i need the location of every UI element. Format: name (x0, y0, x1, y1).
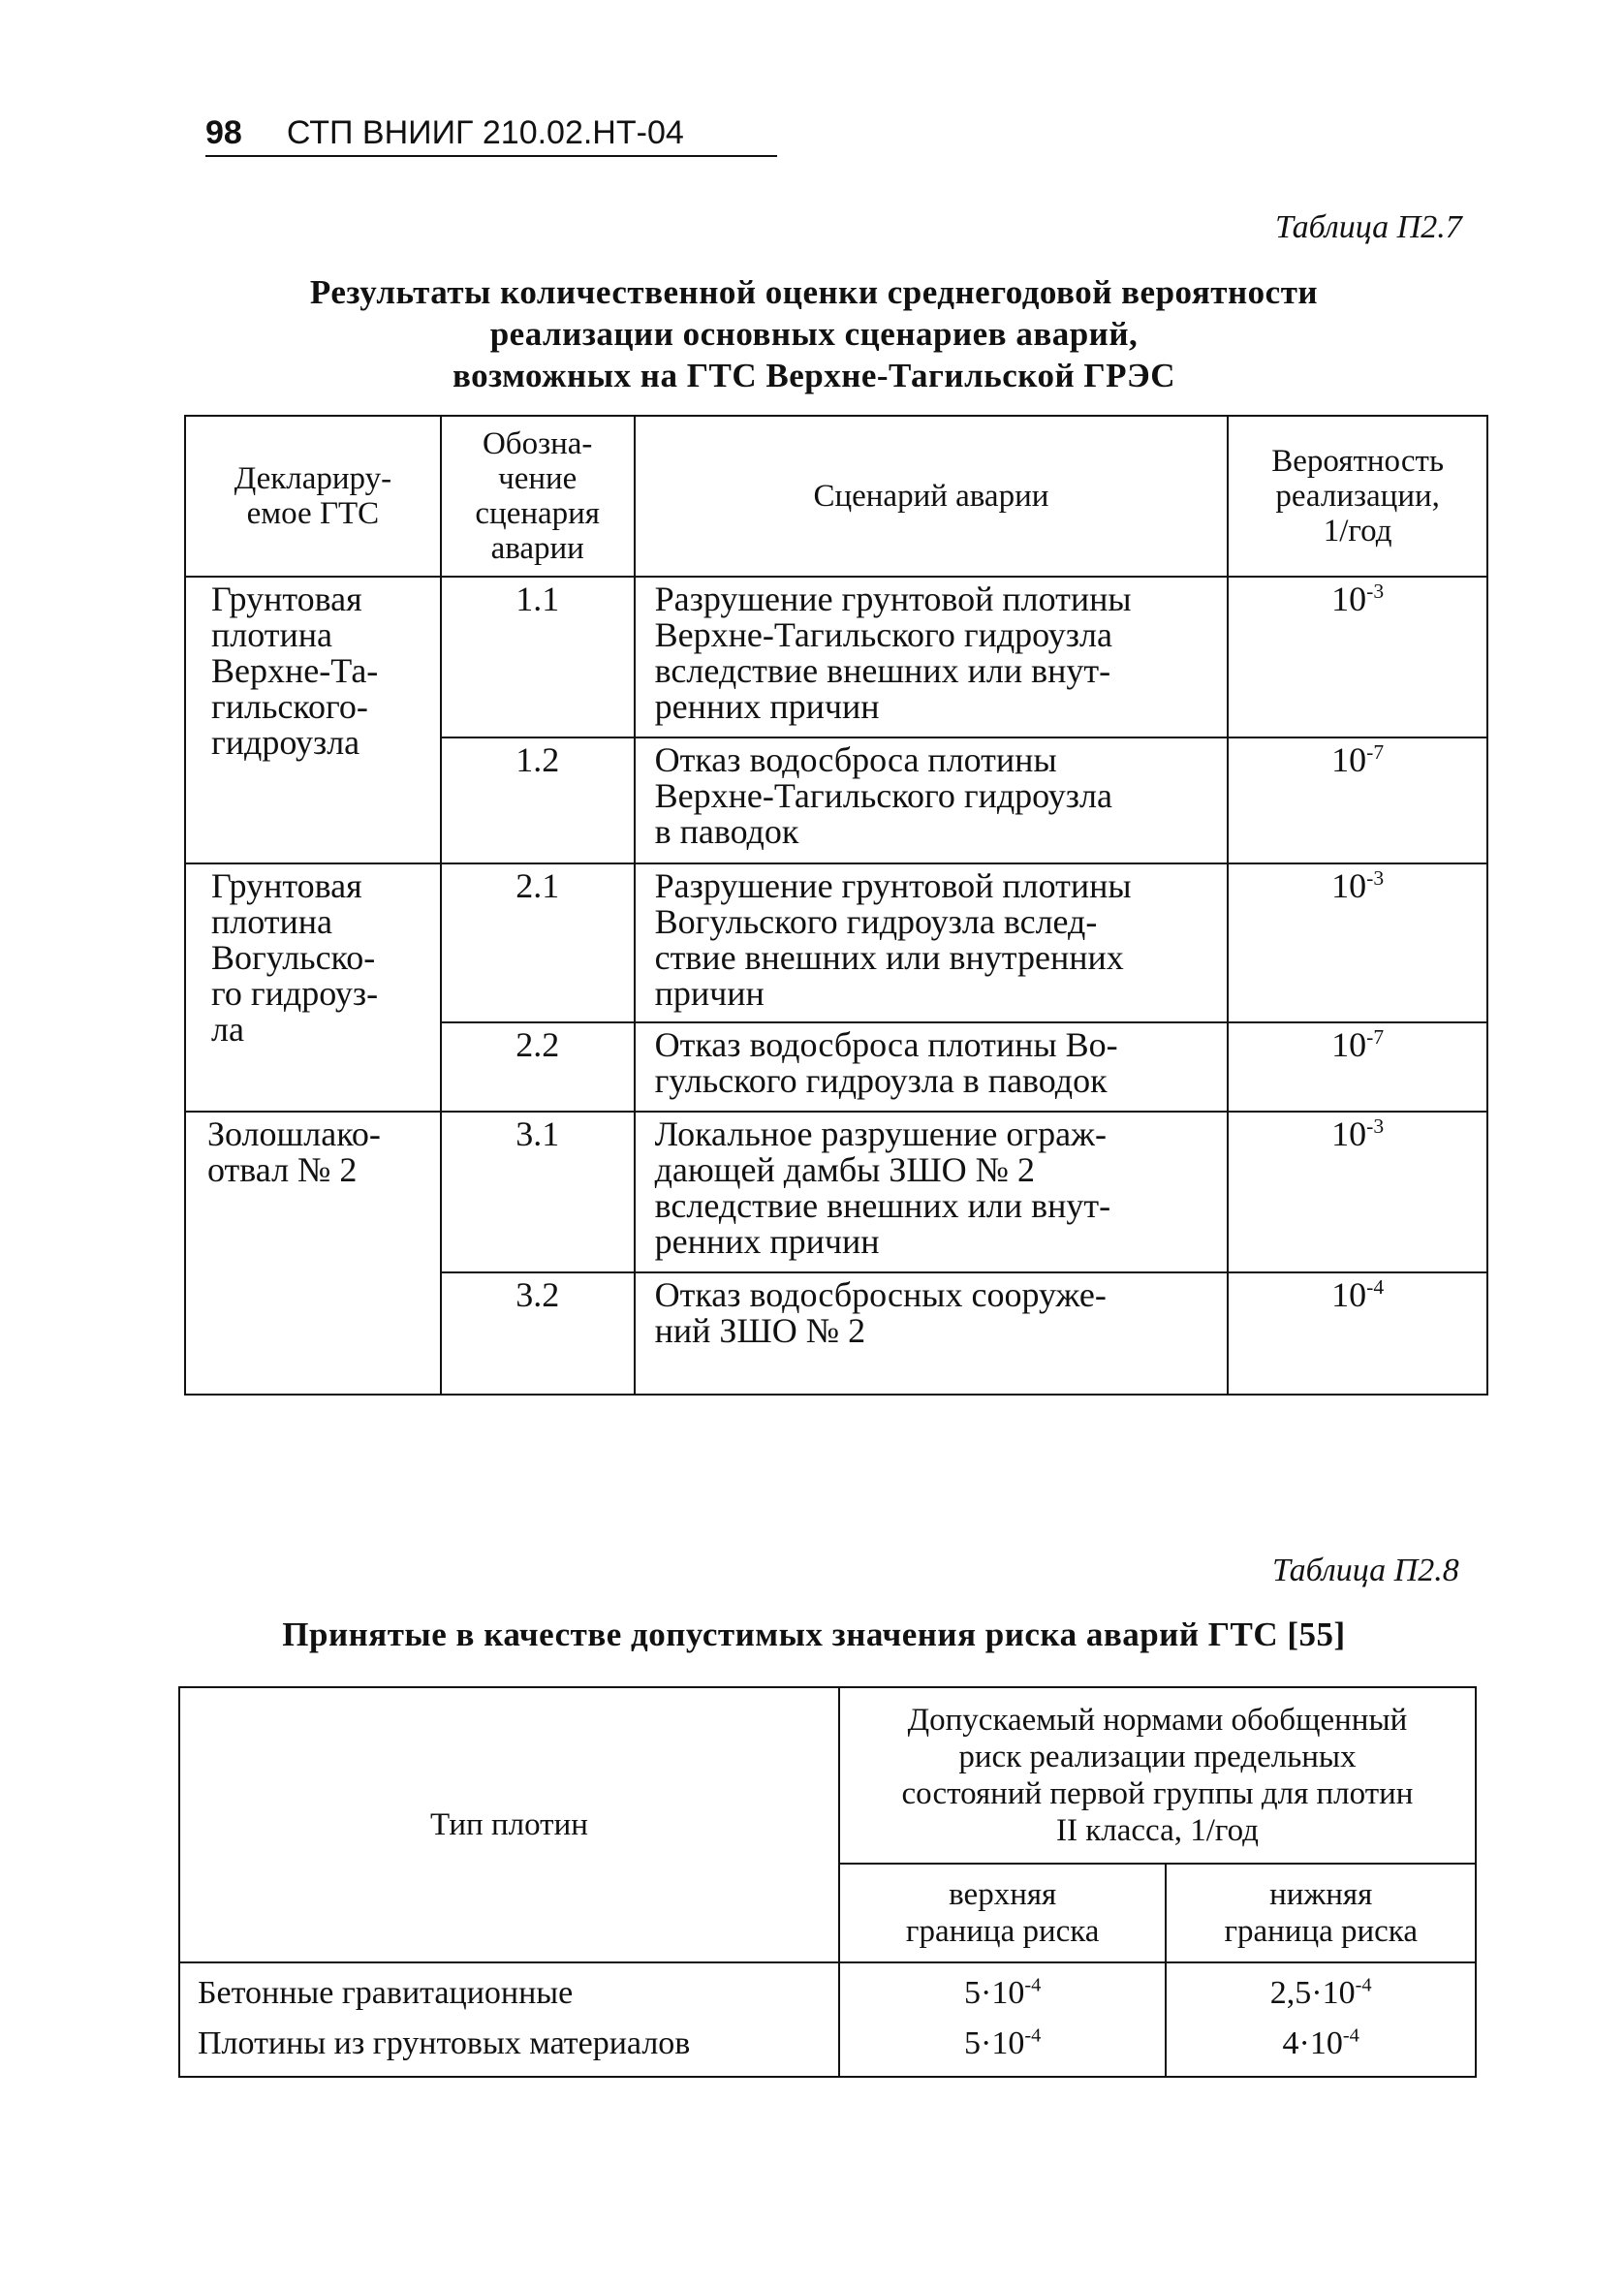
gts-cell (185, 577, 441, 863)
scenario-probability-table (184, 415, 1488, 1396)
scenario-line: Локальное разрушение ограж- (654, 1114, 1107, 1153)
header-line: емое ГТС (246, 496, 380, 531)
header-line: Деклариру- (234, 461, 392, 496)
scenario-code: 1.1 (441, 577, 635, 737)
table-header-row (185, 416, 1487, 577)
header-gts (185, 416, 441, 577)
scenario-line: в паводок (654, 812, 799, 851)
probability-value (1228, 577, 1487, 737)
gts-line: гильского- (211, 687, 368, 726)
scenario-code: 3.2 (441, 1272, 635, 1395)
scenario-line: Верхне-Тагильского гидроузла (654, 615, 1112, 654)
table-row (185, 577, 1487, 737)
upper-bound-value (839, 2016, 1166, 2077)
table1-label: Таблица П2.7 (1275, 209, 1462, 245)
page-header (205, 114, 684, 152)
gts-line: гидроузла (211, 723, 360, 762)
header-line: граница риска (905, 1914, 1100, 1949)
scenario-line: ренних причин (654, 1222, 880, 1261)
gts-line: Вогульско- (211, 938, 376, 977)
table1-title-line: реализации основных сценариев аварий, (489, 315, 1139, 353)
lower-bound-value (1166, 2016, 1476, 2077)
value-base: 2,5·10 (1269, 1975, 1356, 2011)
scenario-description (635, 577, 1229, 737)
header-line: граница риска (1224, 1914, 1418, 1949)
value-exponent: -4 (1024, 1974, 1042, 1996)
scenario-code: 1.2 (441, 737, 635, 863)
table1-title-line: Результаты количественной оценки среднегодовой вероятности (309, 273, 1319, 311)
probability-value (1228, 1022, 1487, 1112)
prob-base: 10 (1331, 1275, 1367, 1314)
scenario-description (635, 1272, 1229, 1395)
gts-line: го гидроуз- (211, 974, 379, 1013)
gts-cell (185, 1112, 441, 1395)
prob-base: 10 (1331, 580, 1367, 618)
value-base: 4·10 (1282, 2025, 1343, 2061)
header-scenario-code (441, 416, 635, 577)
scenario-line: Разрушение грунтовой плотины (654, 580, 1132, 618)
table1-title-line: возможных на ГТС Верхне-Тагильской ГРЭС (452, 357, 1176, 394)
probability-value (1228, 863, 1487, 1022)
table-row (179, 1962, 1476, 2016)
scenario-description (635, 1022, 1229, 1112)
value-base: 5·10 (964, 2025, 1025, 2061)
lower-bound-value (1166, 1962, 1476, 2016)
gts-line: Верхне-Та- (211, 651, 379, 690)
prob-exponent: -3 (1366, 866, 1385, 890)
prob-exponent: -3 (1366, 580, 1385, 603)
probability-value (1228, 1112, 1487, 1272)
header-line: реализации, (1275, 479, 1440, 514)
prob-exponent: -4 (1366, 1275, 1385, 1299)
gts-line: Грунтовая (211, 580, 362, 618)
scenario-line: дающей дамбы ЗШО № 2 (654, 1150, 1036, 1189)
gts-line: плотина (211, 615, 332, 654)
scenario-description (635, 863, 1229, 1022)
scenario-line: Отказ водосброса плотины (654, 740, 1057, 779)
scenario-line: гульского гидроузла в паводок (654, 1061, 1108, 1100)
scenario-line: вследствие внешних или внут- (654, 651, 1111, 690)
scenario-line: ренних причин (654, 687, 880, 726)
acceptable-risk-table (178, 1686, 1477, 2078)
header-line: Вероятность (1271, 444, 1444, 479)
header-line: риск реализации предельных (958, 1740, 1357, 1774)
dam-type: Плотины из грунтовых материалов (179, 2016, 839, 2077)
header-line: 1/год (1323, 514, 1392, 549)
document-code: СТП ВНИИГ 210.02.НТ-04 (286, 114, 684, 151)
gts-line: ла (211, 1010, 244, 1049)
header-line: II класса, 1/год (1056, 1813, 1259, 1848)
scenario-line: Вогульского гидроузла вслед- (654, 902, 1098, 941)
scenario-line: причин (654, 974, 765, 1013)
scenario-line: Отказ водосброса плотины Во- (654, 1025, 1118, 1064)
scenario-code: 2.1 (441, 863, 635, 1022)
scenario-code: 2.2 (441, 1022, 635, 1112)
header-line: верхняя (949, 1877, 1057, 1912)
table2-title: Принятые в качестве допустимых значения риска аварий ГТС [55] (282, 1616, 1346, 1653)
prob-base: 10 (1331, 740, 1367, 779)
prob-exponent: -7 (1366, 1025, 1385, 1049)
scenario-description (635, 1112, 1229, 1272)
header-line: чение (498, 461, 578, 496)
page-number: 98 (205, 114, 242, 151)
header-risk-group (839, 1687, 1476, 1864)
scenario-line: вследствие внешних или внут- (654, 1186, 1111, 1225)
header-line: нижняя (1269, 1877, 1373, 1912)
value-base: 5·10 (964, 1975, 1025, 2011)
value-exponent: -4 (1342, 2024, 1359, 2047)
table-header-row (179, 1687, 1476, 1864)
header-lower-bound (1166, 1864, 1476, 1962)
header-line: Обозна- (482, 426, 593, 461)
table-row (179, 2016, 1476, 2077)
table2-label: Таблица П2.8 (1272, 1553, 1459, 1588)
scenario-line: Разрушение грунтовой плотины (654, 866, 1132, 905)
upper-bound-value (839, 1962, 1166, 2016)
gts-cell (185, 863, 441, 1112)
scenario-line: Отказ водосбросных сооруже- (654, 1275, 1107, 1314)
gts-line: Золошлако- (207, 1114, 381, 1153)
prob-base: 10 (1331, 866, 1367, 905)
probability-value (1228, 1272, 1487, 1395)
scenario-line: Верхне-Тагильского гидроузла (654, 776, 1112, 815)
scenario-description (635, 737, 1229, 863)
prob-exponent: -3 (1366, 1114, 1385, 1138)
value-exponent: -4 (1355, 1974, 1372, 1996)
header-line: состояний первой группы для плотин (901, 1776, 1414, 1811)
header-line: сценария (475, 496, 600, 531)
header-scenario: Сценарий аварии (635, 416, 1229, 577)
prob-base: 10 (1331, 1114, 1367, 1153)
header-line: Допускаемый нормами обобщенный (907, 1703, 1408, 1738)
gts-line: отвал № 2 (207, 1150, 358, 1189)
header-probability (1228, 416, 1487, 577)
probability-value (1228, 737, 1487, 863)
table-row (185, 1112, 1487, 1272)
gts-line: Грунтовая (211, 866, 362, 905)
table1-title (184, 271, 1444, 396)
gts-line: плотина (211, 902, 332, 941)
scenario-line: ний ЗШО № 2 (654, 1311, 866, 1350)
header-upper-bound (839, 1864, 1166, 1962)
scenario-code: 3.1 (441, 1112, 635, 1272)
header-dam-type: Тип плотин (179, 1687, 839, 1962)
header-line: аварии (490, 531, 584, 566)
prob-base: 10 (1331, 1025, 1367, 1064)
scenario-line: ствие внешних или внутренних (654, 938, 1124, 977)
dam-type: Бетонные гравитационные (179, 1962, 839, 2016)
table-row (185, 863, 1487, 1022)
header-rule (205, 155, 777, 157)
prob-exponent: -7 (1366, 740, 1385, 764)
value-exponent: -4 (1024, 2024, 1042, 2047)
